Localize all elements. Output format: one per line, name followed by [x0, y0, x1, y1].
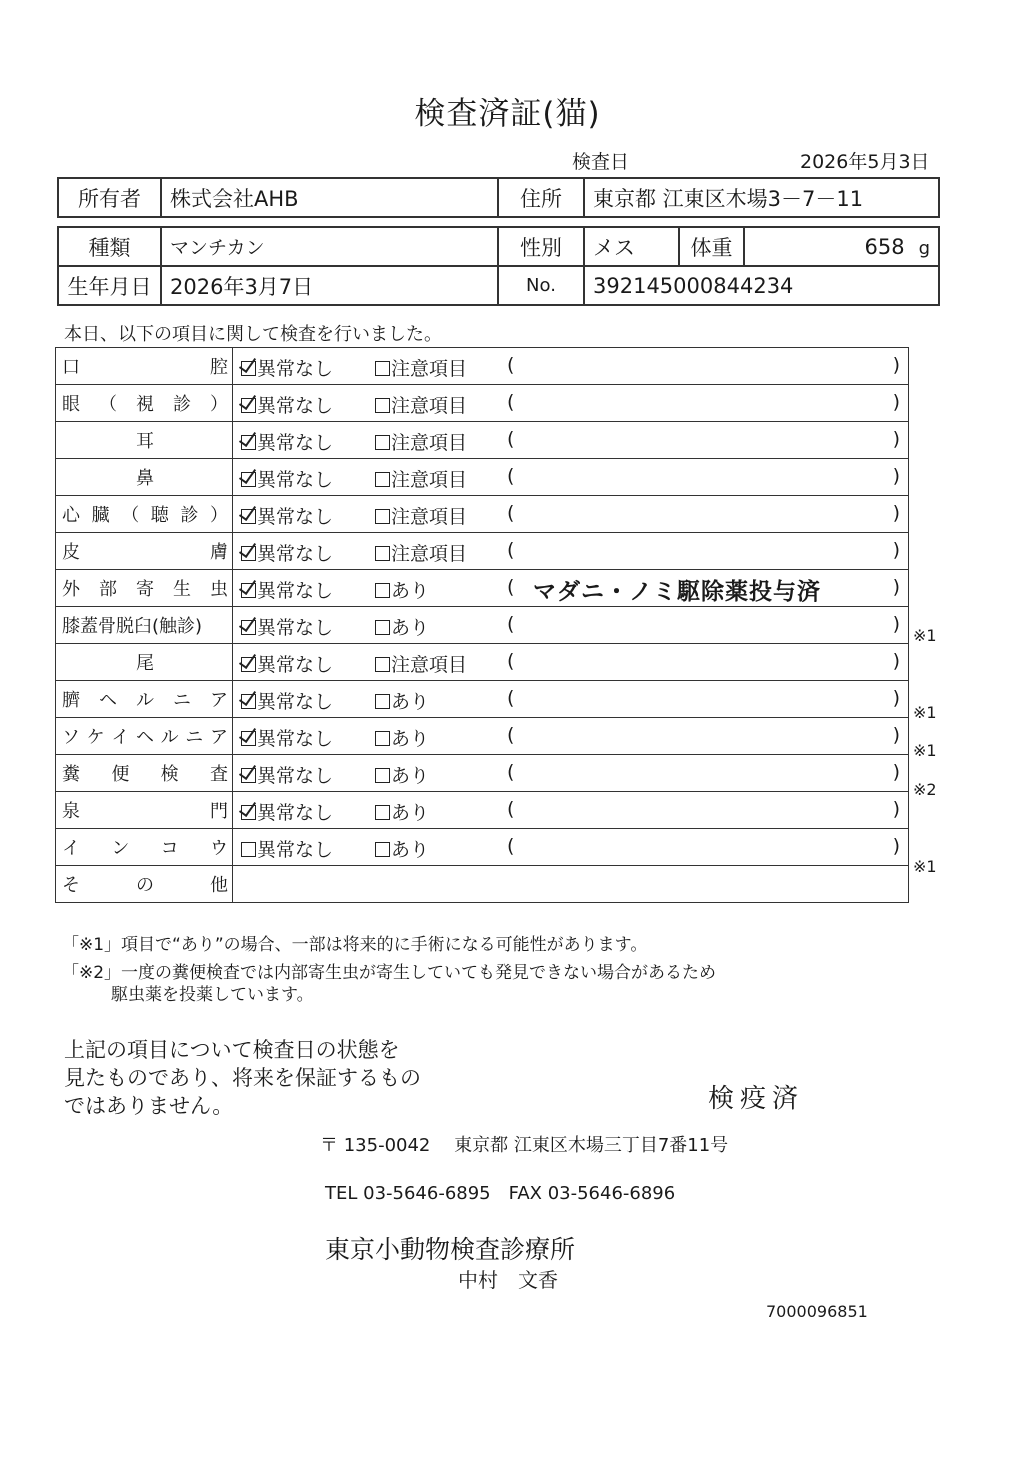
check-item-char: （ [99, 394, 117, 415]
option-normal-label: 異常なし [257, 765, 334, 787]
check-item-char: 診 [173, 394, 191, 415]
option-attention-label: あり [391, 691, 430, 713]
check-item-char: ） [210, 394, 228, 415]
option-normal-label: 異常なし [257, 395, 334, 417]
checkbox-icon[interactable] [241, 620, 256, 635]
check-item-char: イ [111, 727, 130, 748]
checkbox-icon[interactable] [375, 435, 390, 450]
option-normal[interactable] [241, 354, 333, 381]
paren-open: ( [507, 539, 515, 561]
check-item-char: ウ [209, 838, 228, 859]
check-row-other [56, 866, 909, 903]
option-attention[interactable] [375, 539, 467, 566]
page-title: 検査済証(猫) [414, 96, 601, 132]
footnote-mark: ※1 [913, 625, 937, 645]
paren-close: ) [892, 650, 900, 672]
check-options [233, 570, 909, 607]
owner-address: 東京都 江東区木場3－7－11 [584, 178, 939, 217]
option-normal[interactable] [241, 539, 333, 566]
option-normal-label: 異常なし [257, 358, 334, 380]
checkbox-icon[interactable] [241, 805, 256, 820]
checkbox-icon[interactable] [375, 546, 390, 561]
check-item-label [56, 385, 233, 422]
paren-close: ) [892, 724, 900, 746]
animal-table [57, 226, 940, 306]
check-item-label [56, 866, 233, 903]
registration-no: 392145000844234 [584, 266, 939, 305]
paren-open: ( [507, 761, 515, 783]
check-item-label [56, 718, 233, 755]
weight-value: 658 [864, 234, 905, 259]
checkbox-icon[interactable] [375, 583, 390, 598]
check-options [233, 385, 909, 422]
check-row [56, 681, 909, 718]
check-item-label [56, 533, 233, 570]
option-normal-label: 異常なし [257, 543, 334, 565]
checkbox-icon[interactable] [375, 768, 390, 783]
clinic-name: 東京小動物検査診療所 [325, 1235, 576, 1264]
option-attention[interactable] [375, 650, 467, 677]
option-attention[interactable] [375, 835, 429, 862]
check-options [233, 348, 909, 385]
check-row [56, 496, 909, 533]
disclaimer-line: ではありません。 [64, 1094, 234, 1118]
checkbox-icon[interactable] [241, 398, 256, 413]
check-item-char: ン [111, 838, 130, 859]
check-row [56, 644, 909, 681]
check-item-char: イ [62, 838, 80, 859]
paren-close: ) [892, 798, 900, 820]
checkbox-icon[interactable] [375, 620, 390, 635]
check-row [56, 348, 909, 385]
exam-date-label: 検査日 [572, 151, 630, 173]
check-options [233, 422, 909, 459]
footnote-mark: ※2 [913, 779, 937, 799]
checkbox-icon[interactable] [241, 731, 256, 746]
option-normal[interactable] [241, 835, 333, 862]
option-attention[interactable] [375, 798, 429, 825]
check-item-label [56, 792, 233, 829]
option-attention-label: あり [391, 728, 430, 750]
footnote-1: 「※1」項目で“あり”の場合、一部は将来的に手術になる可能性があります。 [62, 935, 648, 955]
check-item-char: 検 [160, 764, 179, 785]
check-item-char: 耳 [136, 431, 154, 452]
check-options [233, 644, 909, 681]
option-normal-label: 異常なし [257, 469, 334, 491]
option-attention-label: あり [391, 839, 430, 861]
check-options [233, 607, 909, 644]
check-item-label [56, 681, 233, 718]
paren-close: ) [892, 613, 900, 635]
option-attention[interactable] [375, 761, 429, 788]
option-normal[interactable] [241, 428, 333, 455]
option-normal-label: 異常なし [257, 617, 334, 639]
check-item-char: 腔 [210, 357, 228, 378]
check-options [233, 755, 909, 792]
check-row [56, 533, 909, 570]
check-item-char: 診 [180, 505, 199, 526]
disclaimer-line: 上記の項目について検査日の状態を [64, 1038, 400, 1062]
check-options [233, 459, 909, 496]
checkbox-icon[interactable] [375, 361, 390, 376]
option-normal[interactable] [241, 613, 333, 640]
weight-cell [744, 227, 939, 266]
paren-open: ( [507, 687, 515, 709]
check-item-char: 鼻 [136, 468, 154, 489]
check-item-char: ） [209, 505, 228, 526]
check-item-char: の [136, 875, 154, 896]
exam-date: 2026年5月3日 [800, 151, 930, 173]
checkbox-icon[interactable] [241, 361, 256, 376]
paren-open: ( [507, 465, 515, 487]
paren-close: ) [892, 354, 900, 376]
option-attention-label: 注意項目 [391, 395, 468, 417]
check-row [56, 718, 909, 755]
check-item-char: ケ [86, 727, 105, 748]
footnote-2-line-1: 「※2」一度の糞便検査では内部寄生虫が寄生していても発見できない場合があるため [62, 963, 717, 983]
checkbox-icon[interactable] [241, 583, 256, 598]
option-normal-label: 異常なし [257, 691, 334, 713]
option-normal-label: 異常なし [257, 728, 334, 750]
option-attention-label: あり [391, 802, 430, 824]
sex: メス [584, 227, 679, 266]
check-item-char: 臍 [62, 690, 80, 711]
check-item-char: 泉 [62, 801, 80, 822]
checkbox-icon[interactable] [241, 435, 256, 450]
check-item-char: コ [160, 838, 179, 859]
doctor-name: 中村 文香 [458, 1268, 558, 1292]
checkbox-icon[interactable] [241, 842, 256, 857]
option-normal-label: 異常なし [257, 654, 334, 676]
check-item-label [56, 496, 233, 533]
paren-close: ) [892, 539, 900, 561]
option-normal-label: 異常なし [257, 580, 334, 602]
paren-close: ) [892, 391, 900, 413]
check-item-label [56, 422, 233, 459]
check-note: マダニ・ノミ駆除薬投与済 [533, 579, 821, 605]
option-normal-label: 異常なし [257, 839, 334, 861]
checkbox-icon[interactable] [241, 546, 256, 561]
option-attention[interactable] [375, 465, 467, 492]
option-normal[interactable] [241, 687, 333, 714]
check-item-char: ニ [173, 690, 191, 711]
checkbox-icon[interactable] [375, 805, 390, 820]
check-item-char: ソ [62, 727, 80, 748]
checkbox-icon[interactable] [375, 472, 390, 487]
breed: マンチカン [161, 227, 498, 266]
check-item-char: 査 [209, 764, 228, 785]
paren-open: ( [507, 354, 515, 376]
check-item-char: 外 [62, 579, 80, 600]
check-row [56, 829, 909, 866]
footnote-mark: ※1 [913, 702, 937, 722]
owner-name: 株式会社AHB [161, 178, 498, 217]
check-item-label [56, 644, 233, 681]
option-attention-label: 注意項目 [391, 469, 468, 491]
paren-open: ( [507, 502, 515, 524]
check-item-label [56, 607, 233, 644]
option-attention[interactable] [375, 428, 467, 455]
check-item-label [56, 755, 233, 792]
option-normal-label: 異常なし [257, 506, 334, 528]
paren-close: ) [892, 835, 900, 857]
checkbox-icon[interactable] [241, 657, 256, 672]
check-item-char: 尾 [136, 653, 154, 674]
option-normal-label: 異常なし [257, 432, 334, 454]
paren-close: ) [892, 465, 900, 487]
intro-text: 本日、以下の項目に関して検査を行いました。 [64, 324, 442, 345]
paren-close: ) [892, 761, 900, 783]
check-item-char: 膚 [210, 542, 228, 563]
option-attention[interactable] [375, 687, 429, 714]
check-item-char: 臓 [91, 505, 110, 526]
sex-label: 性別 [498, 227, 584, 266]
option-attention-label: あり [391, 765, 430, 787]
option-attention-label: あり [391, 580, 430, 602]
check-item-char: 便 [111, 764, 130, 785]
option-attention[interactable] [375, 576, 429, 603]
option-attention-label: 注意項目 [391, 432, 468, 454]
option-attention-label: 注意項目 [391, 358, 468, 380]
checkbox-icon[interactable] [375, 509, 390, 524]
other-notes-field[interactable] [233, 866, 909, 903]
option-attention[interactable] [375, 613, 429, 640]
check-item-char: 視 [136, 394, 154, 415]
check-item-char: ル [160, 727, 179, 748]
check-options [233, 533, 909, 570]
paren-open: ( [507, 650, 515, 672]
paren-close: ) [892, 502, 900, 524]
check-row [56, 459, 909, 496]
check-row [56, 570, 909, 607]
weight-unit: g [918, 237, 930, 259]
quarantine-stamp: 検疫済 [708, 1084, 805, 1114]
check-row [56, 422, 909, 459]
option-normal[interactable] [241, 576, 333, 603]
option-normal[interactable] [241, 650, 333, 677]
check-item-char: 口 [62, 357, 80, 378]
check-row [56, 385, 909, 422]
option-attention[interactable] [375, 724, 429, 751]
option-normal[interactable] [241, 502, 333, 529]
checkbox-icon[interactable] [375, 694, 390, 709]
weight-label: 体重 [679, 227, 744, 266]
option-normal[interactable] [241, 798, 333, 825]
checkbox-icon[interactable] [241, 694, 256, 709]
check-item-char: 皮 [62, 542, 80, 563]
checkbox-icon[interactable] [241, 509, 256, 524]
check-item-char: ア [209, 727, 228, 748]
check-options [233, 792, 909, 829]
disclaimer-line: 見たものであり、将来を保証するもの [64, 1066, 421, 1090]
option-attention[interactable] [375, 502, 467, 529]
option-normal-label: 異常なし [257, 802, 334, 824]
check-item-char: 生 [173, 579, 191, 600]
check-item-char: 門 [210, 801, 228, 822]
option-attention-label: 注意項目 [391, 654, 468, 676]
paren-close: ) [892, 576, 900, 598]
check-table [55, 347, 909, 903]
birth-date: 2026年3月7日 [161, 266, 498, 305]
option-attention-label: あり [391, 617, 430, 639]
option-normal[interactable] [241, 391, 333, 418]
owner-label: 所有者 [58, 178, 161, 217]
checkbox-icon[interactable] [375, 731, 390, 746]
check-options [233, 718, 909, 755]
checkbox-icon[interactable] [375, 842, 390, 857]
check-item-char: ニ [185, 727, 204, 748]
footnote-2-line-2: 駆虫薬を投薬しています。 [111, 985, 314, 1005]
check-item-label [56, 570, 233, 607]
birth-label: 生年月日 [58, 266, 161, 305]
check-row [56, 792, 909, 829]
check-options [233, 829, 909, 866]
paren-close: ) [892, 428, 900, 450]
checkbox-icon[interactable] [375, 657, 390, 672]
paren-open: ( [507, 798, 515, 820]
paren-open: ( [507, 576, 515, 598]
option-attention[interactable] [375, 354, 467, 381]
option-attention-label: 注意項目 [391, 506, 468, 528]
check-item-char: 虫 [210, 579, 228, 600]
paren-open: ( [507, 724, 515, 746]
clinic-address: 〒 135-0042 東京都 江東区木場三丁目7番11号 [320, 1135, 729, 1156]
breed-label: 種類 [58, 227, 161, 266]
option-attention-label: 注意項目 [391, 543, 468, 565]
option-attention[interactable] [375, 391, 467, 418]
check-item-char: 糞 [62, 764, 80, 785]
check-item-char: 部 [99, 579, 117, 600]
option-normal[interactable] [241, 465, 333, 492]
check-options [233, 681, 909, 718]
check-item-char: 寄 [136, 579, 154, 600]
no-label: No. [498, 266, 584, 305]
check-item-char: 他 [210, 875, 228, 896]
check-item-label [56, 348, 233, 385]
paren-open: ( [507, 835, 515, 857]
check-item-char: そ [62, 875, 80, 896]
check-options [233, 496, 909, 533]
check-row [56, 607, 909, 644]
check-item-char: ル [136, 690, 154, 711]
owner-table [57, 177, 940, 218]
checkbox-icon[interactable] [375, 398, 390, 413]
disclaimer-statement [64, 1036, 444, 1120]
check-item-char: 眼 [62, 394, 80, 415]
checkbox-icon[interactable] [241, 768, 256, 783]
check-item-char: ヘ [135, 727, 154, 748]
check-item-char: 聴 [150, 505, 169, 526]
clinic-phone-fax: TEL 03-5646-6895 FAX 03-5646-6896 [325, 1183, 676, 1204]
paren-close: ) [892, 687, 900, 709]
check-item-char: （ [121, 505, 140, 526]
check-item-char: ア [210, 690, 228, 711]
address-label: 住所 [498, 178, 584, 217]
check-item-char: ヘ [99, 690, 117, 711]
checkbox-icon[interactable] [241, 472, 256, 487]
check-row [56, 755, 909, 792]
paren-open: ( [507, 428, 515, 450]
check-item-char: 膝蓋骨脱臼(触診) [62, 616, 203, 637]
paren-open: ( [507, 391, 515, 413]
footnote-mark: ※1 [913, 741, 937, 760]
paren-open: ( [507, 613, 515, 635]
check-item-label [56, 459, 233, 496]
serial-number: 7000096851 [766, 1302, 868, 1321]
check-item-label [56, 829, 233, 866]
footnote-mark: ※1 [913, 856, 937, 876]
check-item-char: 心 [62, 505, 80, 526]
option-normal[interactable] [241, 724, 333, 751]
option-normal[interactable] [241, 761, 333, 788]
